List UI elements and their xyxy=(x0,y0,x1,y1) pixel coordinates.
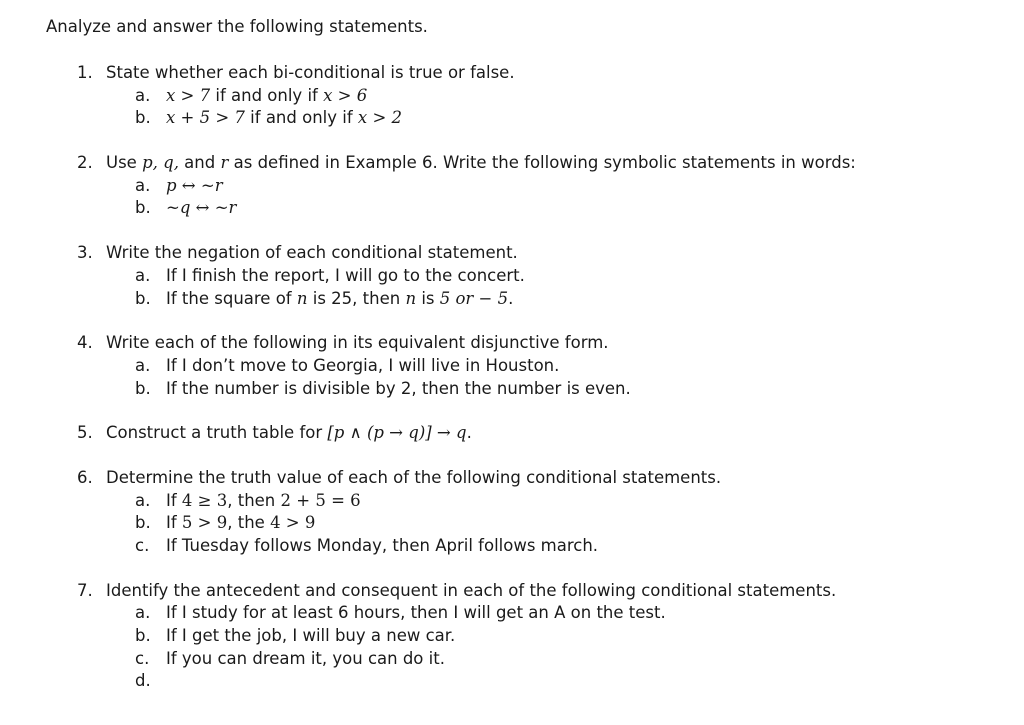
sub-item-6a xyxy=(0,490,1024,513)
sub-item-letter: b. xyxy=(135,513,151,533)
sub-item-text-part: is 25, then xyxy=(307,288,406,308)
question-number: 2. xyxy=(77,153,93,173)
question-4 xyxy=(0,332,1024,400)
question-list xyxy=(0,62,1024,715)
math-expression: x > 2 xyxy=(357,108,403,128)
question-3 xyxy=(0,242,1024,310)
sub-item-text-part: , the xyxy=(227,513,271,533)
question-number: 4. xyxy=(77,333,93,353)
sub-item-letter: b. xyxy=(135,108,151,128)
sub-item-letter: b. xyxy=(135,288,151,308)
question-text-part: and xyxy=(178,153,221,173)
sub-item-4a xyxy=(0,355,1024,378)
math-expression: p ↔ ~r xyxy=(166,175,223,195)
question-text-part: Use xyxy=(106,153,143,173)
sub-item-text: If I don’t move to Georgia, I will live in Houston. xyxy=(166,355,560,375)
question-text: Write each of the following in its equivalent disjunctive form. xyxy=(106,333,609,353)
sub-item-text: If I finish the report, I will go to the concert. xyxy=(166,265,525,285)
sub-item-text xyxy=(166,512,315,535)
question-number: 3. xyxy=(77,243,93,263)
sub-item-letter: a. xyxy=(135,265,151,285)
question-text: State whether each bi-conditional is true or false. xyxy=(106,63,515,82)
instructions-heading: Analyze and answer the following statements. xyxy=(46,17,428,36)
sub-item-2b xyxy=(0,197,1024,220)
sub-item-connector: if and only if xyxy=(210,85,324,105)
question-5 xyxy=(0,422,1024,445)
sub-item-connector: if and only if xyxy=(244,108,358,128)
sub-item-letter: b. xyxy=(135,378,151,398)
sub-item-text xyxy=(166,490,361,513)
question-number: 1. xyxy=(77,63,93,82)
sub-item-text xyxy=(166,85,367,108)
question-text-part: as defined in Example 6. Write the following symbolic statements in words: xyxy=(228,153,856,173)
question-7 xyxy=(0,580,1024,693)
question-text xyxy=(106,152,856,175)
sub-item-letter: a. xyxy=(135,355,151,375)
sub-item-4b xyxy=(0,378,1024,401)
sub-item-letter: a. xyxy=(135,490,151,510)
math-expression: 2 + 5 = 6 xyxy=(280,490,361,510)
math-expression: n xyxy=(296,288,308,308)
question-number: 6. xyxy=(77,467,93,487)
sub-item-2a xyxy=(0,175,1024,198)
sub-item-text: If I get the job, I will buy a new car. xyxy=(166,626,456,646)
question-text: Determine the truth value of each of the following conditional statements. xyxy=(106,467,722,487)
math-expression: n xyxy=(405,288,417,308)
math-expression: [p ∧ (p → q)] → q xyxy=(327,423,467,443)
question-2 xyxy=(0,152,1024,220)
sub-item-text: If I study for at least 6 hours, then I will get an A on the test. xyxy=(166,603,666,623)
sub-item-text-part: If xyxy=(166,490,182,510)
sub-item-7b xyxy=(0,625,1024,648)
question-text-part: . xyxy=(466,423,472,443)
question-text: Write the negation of each conditional statement. xyxy=(106,243,518,263)
sub-item-letter: d. xyxy=(135,671,151,691)
question-1 xyxy=(0,62,1024,130)
sub-item-7a xyxy=(0,602,1024,625)
sub-item-text-part: If the square of xyxy=(166,288,297,308)
sub-item-text-part: . xyxy=(508,288,514,308)
sub-item-letter: a. xyxy=(135,175,151,195)
sub-item-letter: c. xyxy=(135,648,150,668)
sub-item-1a xyxy=(0,85,1024,108)
math-expression: 5 > 9 xyxy=(181,513,228,533)
question-text-part: Construct a truth table for xyxy=(106,423,328,443)
sub-item-6b xyxy=(0,512,1024,535)
sub-item-7d xyxy=(0,670,1024,693)
sub-item-text: If you can dream it, you can do it. xyxy=(166,648,445,668)
question-6 xyxy=(0,467,1024,558)
sub-item-3a xyxy=(0,265,1024,288)
math-expression: 4 > 9 xyxy=(270,513,316,533)
sub-item-text-part: If xyxy=(166,513,182,533)
sub-item-3b xyxy=(0,288,1024,311)
sub-item-text-part: is xyxy=(416,288,440,308)
math-expression: x > 7 xyxy=(166,85,211,105)
math-expression: 5 or − 5 xyxy=(439,288,509,308)
sub-item-letter: c. xyxy=(135,536,150,555)
math-expression: p, q, xyxy=(142,153,179,173)
sub-item-text: If the number is divisible by 2, then the number is even. xyxy=(166,378,631,398)
sub-item-text-part: , then xyxy=(227,490,281,510)
sub-item-letter: a. xyxy=(135,85,151,105)
question-number: 7. xyxy=(77,580,93,600)
sub-item-letter: a. xyxy=(135,603,151,623)
sub-item-text: If Tuesday follows Monday, then April follows march. xyxy=(166,536,599,555)
question-text: Identify the antecedent and consequent in each of the following conditional statements. xyxy=(106,580,837,600)
sub-item-letter: b. xyxy=(135,198,151,218)
math-expression: x + 5 > 7 xyxy=(166,108,245,128)
sub-item-text xyxy=(166,107,402,130)
sub-item-1b xyxy=(0,107,1024,130)
math-expression: ~q ↔ ~r xyxy=(166,198,237,218)
math-expression: r xyxy=(220,153,229,173)
question-number: 5. xyxy=(77,423,93,443)
math-expression: x > 6 xyxy=(323,85,368,105)
math-expression: 4 ≥ 3 xyxy=(181,490,228,510)
sub-item-6c xyxy=(0,535,1024,558)
sub-item-text xyxy=(166,288,513,311)
sub-item-7c xyxy=(0,648,1024,671)
question-text xyxy=(106,422,472,445)
sub-item-letter: b. xyxy=(135,626,151,646)
